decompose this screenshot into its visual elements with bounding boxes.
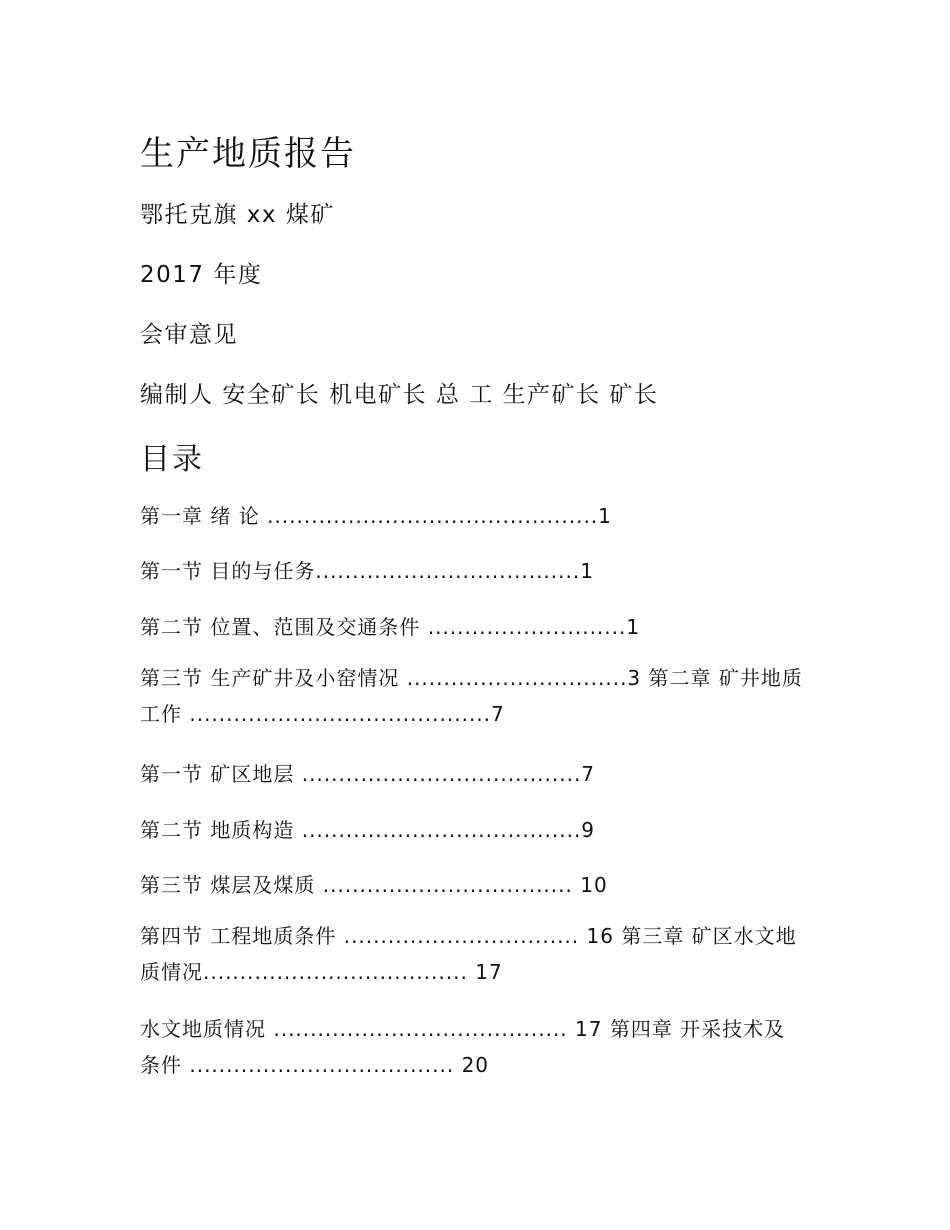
toc-entry: 第三节 煤层及煤质 .................................. 10 xyxy=(140,873,608,897)
toc-entry: 第二节 位置、范围及交通条件 ...........................1 xyxy=(140,615,641,639)
signers-line: 编制人 安全矿长 机电矿长 总 工 生产矿长 矿长 xyxy=(140,382,659,408)
toc-heading: 目录 xyxy=(140,442,204,477)
mine-name: 鄂托克旗 xx 煤矿 xyxy=(140,202,335,228)
toc-entry: 水文地质情况 ........................................ 17 第四章 开采技术及条件 .................................... 20 xyxy=(140,1017,786,1077)
document-title: 生产地质报告 xyxy=(140,134,356,174)
toc-entry: 第三节 生产矿井及小窑情况 ..............................3 第二章 矿井地质工作 .........................................7 xyxy=(140,666,803,726)
review-opinion-label: 会审意见 xyxy=(140,322,238,348)
toc-entry: 第二节 地质构造 ......................................9 xyxy=(140,818,596,842)
report-year: 2017 年度 xyxy=(140,262,263,288)
toc-entry: 第四节 工程地质条件 ................................ 16 第三章 矿区水文地质情况.................................... 17 xyxy=(140,924,797,984)
toc-entry: 第一节 目的与任务....................................1 xyxy=(140,559,594,583)
toc-entry: 第一章 绪 论 .............................................1 xyxy=(140,504,612,528)
toc-entry: 第一节 矿区地层 ......................................7 xyxy=(140,762,596,786)
